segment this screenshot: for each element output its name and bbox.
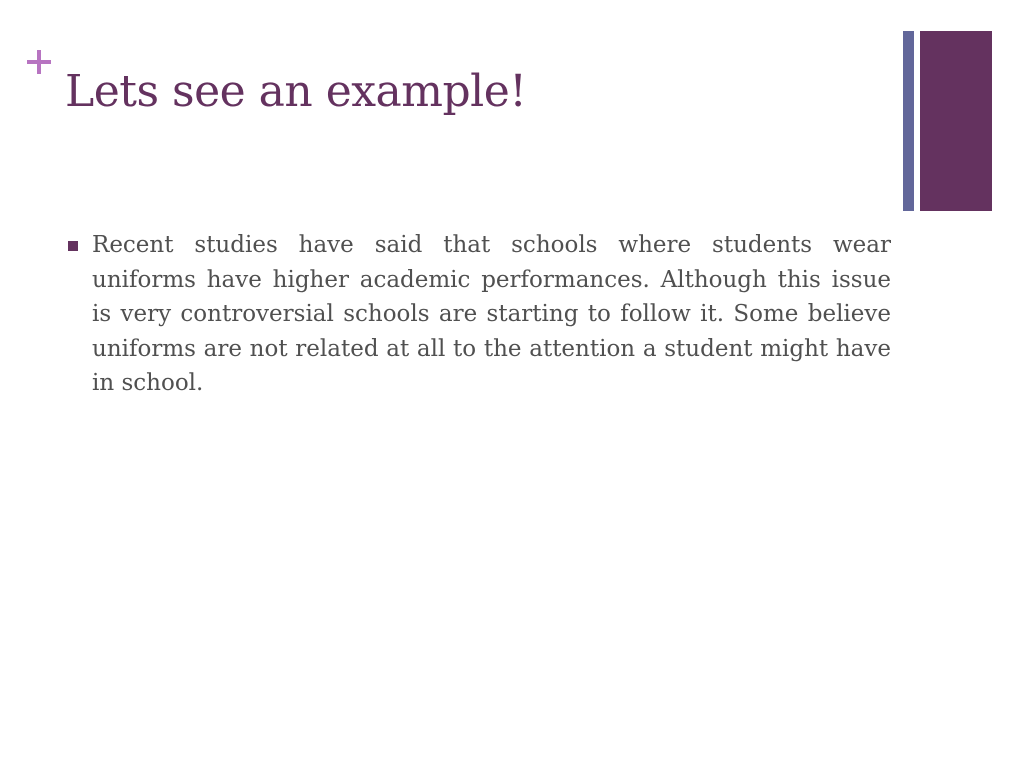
bullet-text: Recent studies have said that schools where students wear uniforms have higher academic performances. Although this issue is very controversial schools are starting to follow it. Some believe uniforms are not related at all to the attention a student might have in school. — [92, 232, 891, 396]
slide-title: Lets see an example! — [65, 66, 527, 117]
bullet-item — [68, 228, 891, 401]
decorative-bar-thin — [903, 31, 914, 211]
decorative-bar-thick — [920, 31, 992, 211]
plus-icon — [27, 50, 51, 74]
square-bullet-icon — [68, 241, 78, 251]
bullet-list — [68, 228, 891, 401]
